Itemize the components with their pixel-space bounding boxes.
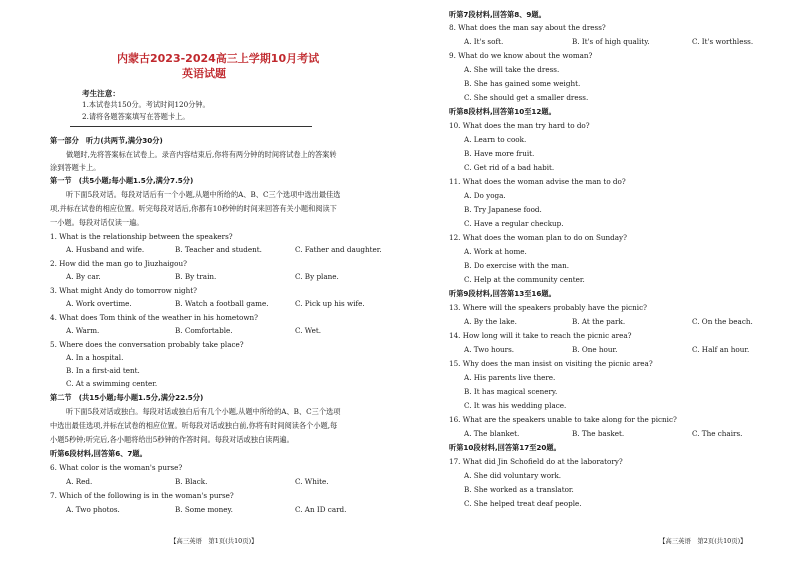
exam-title: 内蒙古2023-2024高三上学期10月考试 xyxy=(117,52,320,65)
q4-option-b: B. Comfortable. xyxy=(175,326,233,335)
question-14: 14. How long will it take to reach the picnic area? xyxy=(449,331,632,340)
question-7: 7. Which of the following is in the woman's purse? xyxy=(50,491,234,500)
part1-intro: 涂到答题卡上。 xyxy=(50,163,101,172)
q9-option-b: B. She has gained some weight. xyxy=(464,79,581,88)
page-footer: 【高三英语 第2页(共10页)】 xyxy=(659,537,747,545)
q1-option-b: B. Teacher and student. xyxy=(175,245,262,254)
q9-option-a: A. She will take the dress. xyxy=(464,65,560,74)
question-17: 17. What did Jin Schofield do at the laboratory? xyxy=(449,457,623,466)
section1-intro: 项,并标在试卷的相应位置。听完每段对话后,你都有10秒钟的时间来回答有关小题和阅读下 xyxy=(50,204,337,213)
notice-line: 1.本试卷共150分。考试时间120分钟。 xyxy=(82,100,210,109)
q14-option-a: A. Two hours. xyxy=(464,345,515,354)
question-8: 8. What does the man say about the dress? xyxy=(449,23,606,32)
q6-option-b: B. Black. xyxy=(175,477,208,486)
q7-option-b: B. Some money. xyxy=(175,505,233,514)
question-6: 6. What color is the woman's purse? xyxy=(50,463,183,472)
question-10: 10. What does the man try hard to do? xyxy=(449,121,590,130)
q8-option-a: A. It's soft. xyxy=(464,37,504,46)
question-13: 13. Where will the speakers probably have the picnic? xyxy=(449,303,647,312)
q17-option-b: B. She worked as a translator. xyxy=(464,485,574,494)
q6-option-c: C. White. xyxy=(295,477,329,486)
q17-option-c: C. She helped treat deaf people. xyxy=(464,499,582,508)
q13-option-c: C. On the beach. xyxy=(692,317,753,326)
q2-option-c: C. By plane. xyxy=(295,272,339,281)
q14-option-c: C. Half an hour. xyxy=(692,345,750,354)
material-9-title: 听第9段材料,回答第13至16题。 xyxy=(449,289,556,298)
section2-intro: 中选出最佳选项,并标在试卷的相应位置。听每段对话或独白前,你将有时间阅读各个小题,每 xyxy=(50,421,338,430)
section2-title: 第二节 (共15小题;每小题1.5分,满分22.5分) xyxy=(50,393,204,402)
q16-option-c: C. The chairs. xyxy=(692,429,743,438)
q12-option-a: A. Work at home. xyxy=(464,247,527,256)
q16-option-b: B. The basket. xyxy=(572,429,625,438)
q8-option-b: B. It's of high quality. xyxy=(572,37,650,46)
notice-line: 2.请将各题答案填写在答题卡上。 xyxy=(82,112,190,121)
question-2: 2. How did the man go to Jiuzhaigou? xyxy=(50,259,187,268)
q13-option-a: A. By the lake. xyxy=(464,317,517,326)
part1-title: 第一部分 听力(共两节,满分30分) xyxy=(50,136,163,145)
q12-option-c: C. Help at the community center. xyxy=(464,275,585,284)
section1-intro: 一小题。每段对话仅读一遍。 xyxy=(50,218,144,227)
q4-option-c: C. Wet. xyxy=(295,326,322,335)
page-footer: 【高三英语 第1页(共10页)】 xyxy=(170,537,258,545)
q2-option-b: B. By train. xyxy=(175,272,217,281)
q15-option-a: A. His parents live there. xyxy=(464,373,556,382)
q3-option-a: A. Work overtime. xyxy=(66,299,132,308)
q7-option-c: C. An ID card. xyxy=(295,505,347,514)
material-6-title: 听第6段材料,回答第6、7题。 xyxy=(50,449,147,458)
q1-option-c: C. Father and daughter. xyxy=(295,245,382,254)
question-11: 11. What does the woman advise the man to do? xyxy=(449,177,626,186)
page-2 xyxy=(397,0,794,561)
q6-option-a: A. Red. xyxy=(66,477,93,486)
question-1: 1. What is the relationship between the speakers? xyxy=(50,232,233,241)
q5-option-b: B. In a first-aid tent. xyxy=(66,366,140,375)
question-12: 12. What does the woman plan to do on Sunday? xyxy=(449,233,627,242)
q8-option-c: C. It's worthless. xyxy=(692,37,754,46)
notice-divider xyxy=(70,126,312,127)
q10-option-b: B. Have more fruit. xyxy=(464,149,535,158)
notice-title: 考生注意： xyxy=(82,89,120,98)
q9-option-c: C. She should get a smaller dress. xyxy=(464,93,589,102)
q2-option-a: A. By car. xyxy=(66,272,101,281)
section2-intro: 小题5秒钟;听完后,各小题将给出5秒钟的作答时间。每段对话或独白读两遍。 xyxy=(50,435,294,444)
q11-option-a: A. Do yoga. xyxy=(464,191,506,200)
q12-option-b: B. Do exercise with the man. xyxy=(464,261,570,270)
question-3: 3. What might Andy do tomorrow night? xyxy=(50,286,198,295)
section1-title: 第一节 (共5小题;每小题1.5分,满分7.5分) xyxy=(50,176,194,185)
question-16: 16. What are the speakers unable to take along for the picnic? xyxy=(449,415,677,424)
q3-option-c: C. Pick up his wife. xyxy=(295,299,365,308)
question-9: 9. What do we know about the woman? xyxy=(449,51,593,60)
section1-intro: 听下面5段对话。每段对话后有一个小题,从题中所给的A、B、C三个选项中选出最佳选 xyxy=(66,190,341,199)
q7-option-a: A. Two photos. xyxy=(66,505,120,514)
q11-option-c: C. Have a regular checkup. xyxy=(464,219,564,228)
question-4: 4. What does Tom think of the weather in his hometown? xyxy=(50,313,259,322)
material-8-title: 听第8段材料,回答第10至12题。 xyxy=(449,107,556,116)
q5-option-a: A. In a hospital. xyxy=(66,353,124,362)
q5-option-c: C. At a swimming center. xyxy=(66,379,158,388)
q17-option-a: A. She did voluntary work. xyxy=(464,471,562,480)
q11-option-b: B. Try Japanese food. xyxy=(464,205,542,214)
question-5: 5. Where does the conversation probably take place? xyxy=(50,340,244,349)
q16-option-a: A. The blanket. xyxy=(464,429,520,438)
q3-option-b: B. Watch a football game. xyxy=(175,299,269,308)
q15-option-c: C. It was his wedding place. xyxy=(464,401,567,410)
part1-intro: 做题时,先将答案标在试卷上。录音内容结束后,你将有两分钟的时间将试卷上的答案转 xyxy=(66,150,337,159)
q4-option-a: A. Warm. xyxy=(66,326,100,335)
q13-option-b: B. At the park. xyxy=(572,317,626,326)
q10-option-a: A. Learn to cook. xyxy=(464,135,527,144)
question-15: 15. Why does the man insist on visiting the picnic area? xyxy=(449,359,653,368)
material-10-title: 听第10段材料,回答第17至20题。 xyxy=(449,443,561,452)
q1-option-a: A. Husband and wife. xyxy=(66,245,145,254)
material-7-title: 听第7段材料,回答第8、9题。 xyxy=(449,10,546,19)
q15-option-b: B. It has magical scenery. xyxy=(464,387,558,396)
q14-option-b: B. One hour. xyxy=(572,345,618,354)
q10-option-c: C. Get rid of a bad habit. xyxy=(464,163,555,172)
exam-subtitle: 英语试题 xyxy=(182,67,226,80)
section2-intro: 听下面5段对话或独白。每段对话或独白后有几个小题,从题中所给的A、B、C三个选项 xyxy=(66,407,341,416)
